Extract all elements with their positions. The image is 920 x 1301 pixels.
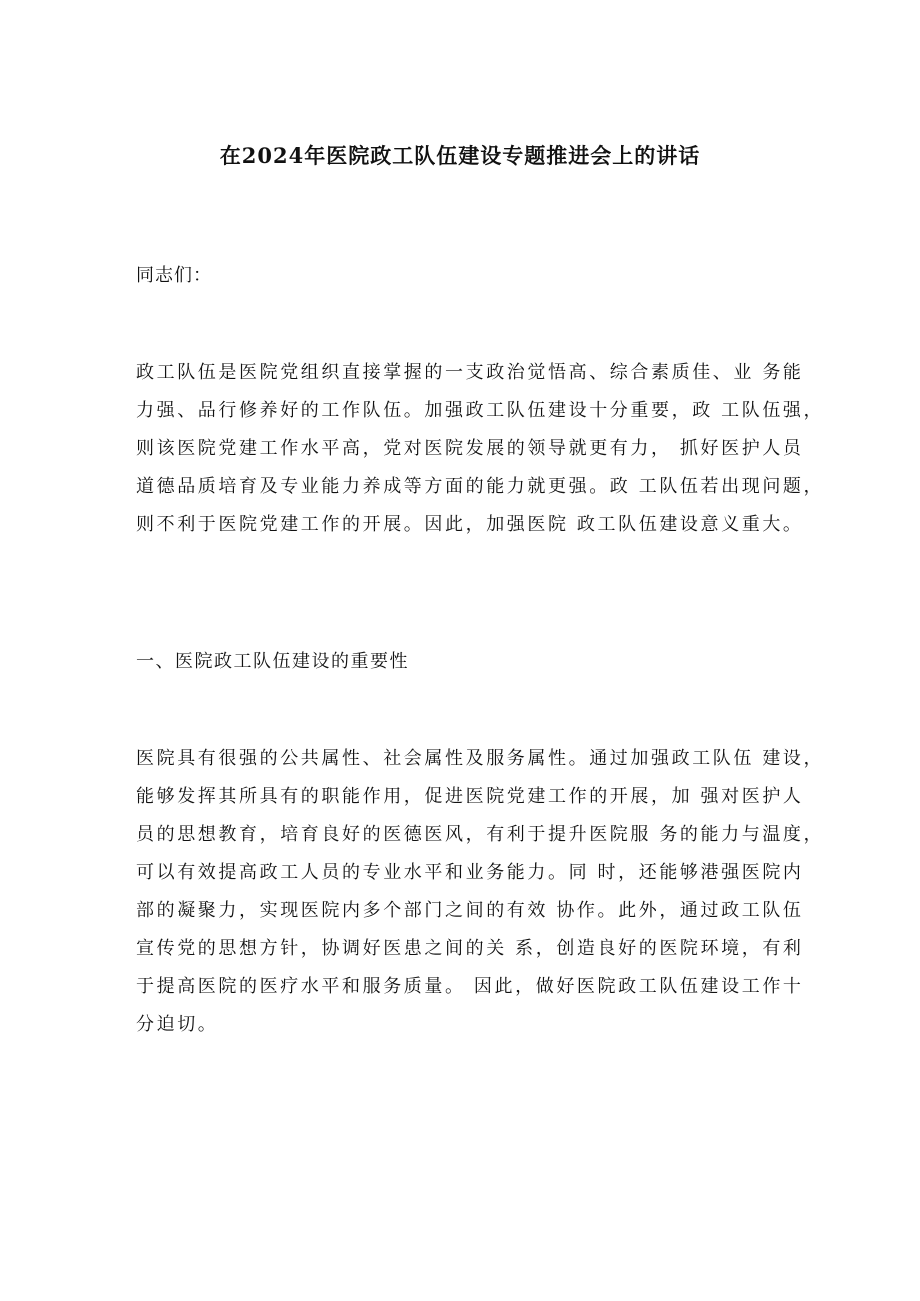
salutation: 同志们：	[136, 265, 212, 286]
document-title: 在2024年医院政工队伍建设专题推进会上的讲话	[219, 143, 701, 168]
paragraph-line: 医院具有很强的公共属性、社会属性及服务属性。通过加强政工队伍 建设，	[136, 748, 825, 769]
paragraph-line: 可以有效提高政工人员的专业水平和业务能力。同 时，还能够港强医院内	[136, 862, 804, 883]
section-heading: 一、医院政工队伍建设的重要性	[136, 651, 409, 672]
paragraph-line: 分迫切。	[136, 1014, 219, 1035]
paragraph-line: 于提高医院的医疗水平和服务质量。 因此，做好医院政工队伍建设工作十	[136, 976, 804, 997]
paragraph-line: 力强、品行修养好的工作队伍。加强政工队伍建设十分重要，政 工队伍强，	[136, 400, 825, 421]
paragraph-line: 能够发挥其所具有的职能作用，促进医院党建工作的开展，加 强对医护人	[136, 786, 804, 807]
paragraph-line: 部的凝聚力，实现医院内多个部门之间的有效 协作。此外，通过政工队伍	[136, 900, 804, 921]
paragraph-line: 则该医院党建工作水平高，党对医院发展的领导就更有力， 抓好医护人员	[136, 438, 804, 459]
paragraph-line: 则不利于医院党建工作的开展。因此，加强医院 政工队伍建设意义重大。	[136, 514, 804, 535]
paragraph-line: 宣传党的思想方针，协调好医患之间的关 系，创造良好的医院环境，有利	[136, 938, 804, 959]
paragraph-importance	[136, 740, 825, 1044]
paragraph-intro	[136, 354, 825, 544]
paragraph-line: 政工队伍是医院党组织直接掌握的一支政治觉悟高、综合素质佳、业 务能	[136, 362, 804, 383]
paragraph-line: 道德品质培育及专业能力养成等方面的能力就更强。政 工队伍若出现问题，	[136, 476, 825, 497]
paragraph-line: 员的思想教育，培育良好的医德医风，有利于提升医院服 务的能力与温度，	[136, 824, 825, 845]
